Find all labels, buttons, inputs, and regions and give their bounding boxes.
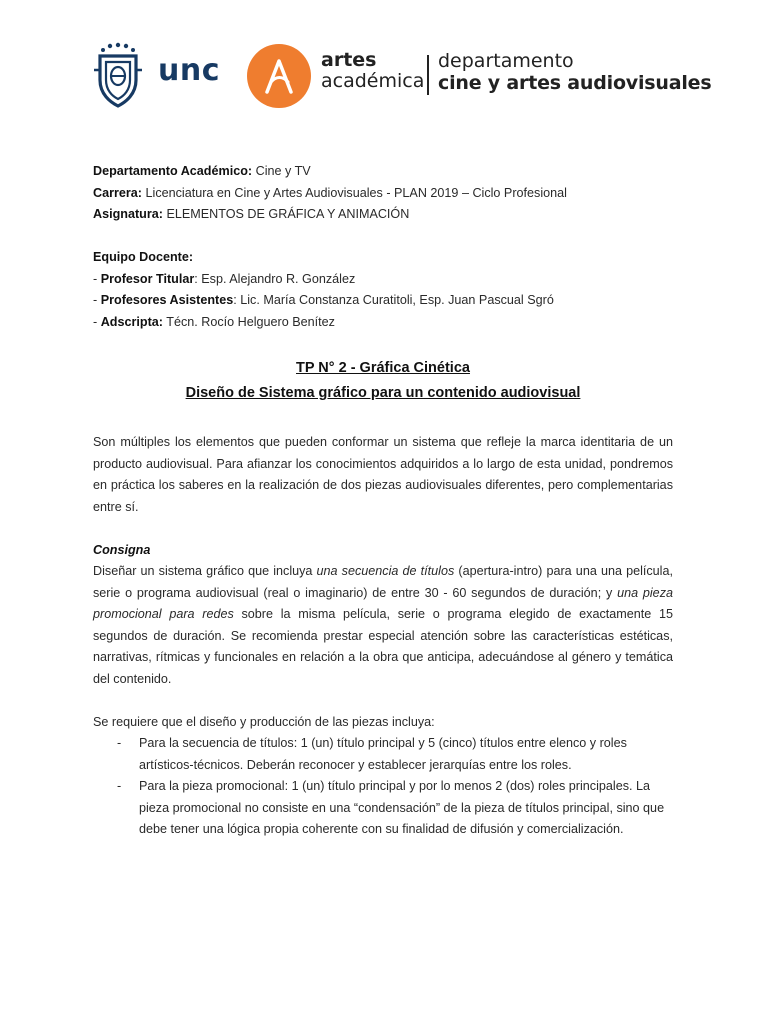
departamento-row <box>93 161 673 183</box>
intro-paragraph: Son múltiples los elementos que pueden conformar un sistema que refleje la marca identitaria de un producto audiovisual. Para afianzar los conocimientos adquiridos a lo largo de esta unidad, pondremos en práctica los saberes en la realización de dos piezas audiovisuales diferentes, pero complementarias entre sí. <box>93 435 673 514</box>
team-role: Profesor Titular <box>100 271 195 286</box>
page-header <box>0 0 768 120</box>
team-name: : Lic. María Constanza Curatitoli, Esp. Juan Pascual Sgró <box>233 293 554 307</box>
carrera-row <box>93 183 673 205</box>
requirements-intro: Se requiere que el diseño y producción de las piezas incluya: <box>93 714 435 729</box>
carrera-value: Licenciatura en Cine y Artes Audiovisuales - PLAN 2019 – Ciclo Profesional <box>142 185 567 200</box>
team-prefix: - <box>93 293 101 307</box>
team-prefix: - <box>93 271 101 286</box>
academica-line: académica <box>321 70 425 92</box>
list-item-text: Para la secuencia de títulos: 1 (un) título principal y 5 (cinco) títulos entre elenco y roles artísticos-técnicos. Deberán reconocer y establecer jerarquías entre los roles. <box>139 736 627 772</box>
teaching-team <box>93 247 673 333</box>
unc-logo-text: unc <box>158 53 220 88</box>
artes-academica-logo-icon <box>247 44 311 108</box>
asignatura-value: ELEMENTOS DE GRÁFICA Y ANIMACIÓN <box>162 207 410 221</box>
consigna-paragraph <box>93 561 673 690</box>
list-bullet: - <box>117 779 122 793</box>
departamento-value: Cine y TV <box>252 164 311 178</box>
consigna-heading: Consigna <box>93 542 151 557</box>
logo-divider <box>427 55 429 95</box>
team-name: Técn. Rocío Helguero Benítez <box>162 314 335 329</box>
requirements-list <box>93 733 673 841</box>
team-member <box>93 312 673 334</box>
consigna-emphasis: una pieza promocional para redes <box>93 585 673 621</box>
team-name: : Esp. Alejandro R. González <box>194 271 356 286</box>
departamento-text <box>438 50 711 94</box>
list-item <box>93 776 673 841</box>
team-role: Profesores Asistentes <box>100 293 234 307</box>
list-item <box>93 733 673 776</box>
asignatura-label: Asignatura: <box>93 207 163 221</box>
assignment-titles <box>93 356 673 406</box>
team-member <box>93 269 673 291</box>
artes-line: artes <box>321 49 377 71</box>
course-info <box>93 161 673 226</box>
asignatura-row <box>93 204 673 226</box>
equipo-heading: Equipo Docente: <box>93 250 194 264</box>
tp-subtitle: Diseño de Sistema gráfico para un contenido audiovisual <box>185 385 581 401</box>
departamento-line: departamento <box>438 50 574 72</box>
unc-seal-icon <box>92 42 144 108</box>
team-role: Adscripta: <box>100 314 163 329</box>
artes-academica-text <box>321 50 424 92</box>
carrera-label: Carrera: <box>93 185 143 200</box>
tp-title: TP N° 2 - Gráfica Cinética <box>296 360 470 376</box>
departamento-label: Departamento Académico: <box>93 164 253 178</box>
list-item-text: Para la pieza promocional: 1 (un) título principal y por lo menos 2 (dos) roles principales. La pieza promocional no consiste en una “condensación” de la pieza de títulos principal, sino que debe tener una lógica propia coherente con su finalidad de difusión y comercialización. <box>139 779 665 836</box>
cine-artes-line: cine y artes audiovisuales <box>438 72 712 94</box>
document-body <box>93 161 673 841</box>
list-bullet: - <box>117 736 122 750</box>
consigna-text: sobre la misma película, serie o programa elegido de exactamente 15 segundos de duración. Se recomienda prestar especial atención sobre las características estéticas, narrativas, rítmicas y funcionales en relación a la obra que anticipa, adecuándose al género y temática del contenido. <box>93 607 673 686</box>
consigna-emphasis: una secuencia de títulos <box>316 564 455 578</box>
team-prefix: - <box>93 314 101 329</box>
consigna-text: Diseñar un sistema gráfico que incluya <box>93 564 317 578</box>
team-member <box>93 290 673 312</box>
consigna-text: (apertura-intro) para una una película, serie o programa audiovisual (real o imaginario) de entre 30 - 60 segundos de duración; y <box>93 564 673 600</box>
